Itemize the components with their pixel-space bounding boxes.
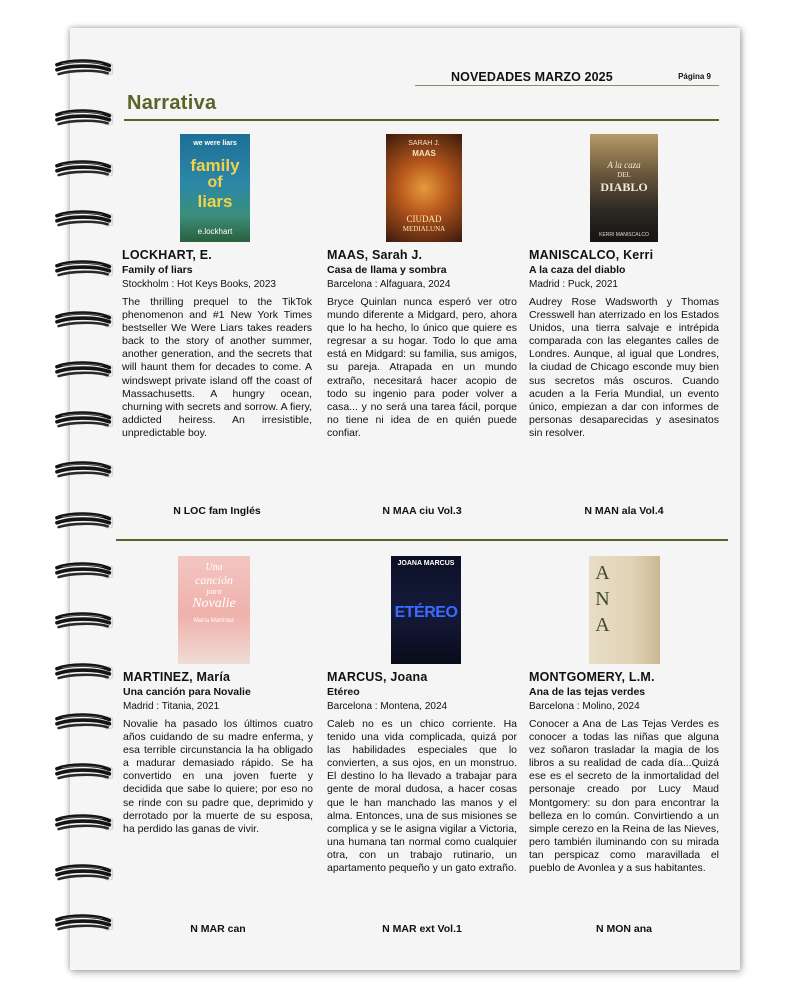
book-description: Novalie ha pasado los últimos cuatro años cuidando de su madre enferma, y esa terrible circunstancia la ha obligado a madurar demasiado rápido. Se ha convertido en una joven fuerte y decidida que sabe lo quiere; por eso no se rinde con su padre que, deprimido y derrotado por la muerte de su esposa, ha perdido las ganas de vivir.: [123, 718, 313, 835]
book-cover[interactable]: [391, 556, 461, 664]
cover-text: we were liars: [193, 140, 237, 147]
book-author: MONTGOMERY, L.M.: [529, 670, 655, 684]
book-publication: Barcelona : Montena, 2024: [327, 701, 448, 712]
binding-ring: [48, 913, 120, 935]
binding-ring: [48, 58, 120, 80]
book-author: MAAS, Sarah J.: [327, 248, 423, 262]
binding-ring: [48, 762, 120, 784]
binding-ring: [48, 259, 120, 281]
book-title: Etéreo: [327, 686, 360, 698]
book-description: Conocer a Ana de Las Tejas Verdes es conocer a todas las niñas que alguna vez soñaron trasladar la magia de los libros a su realidad de cada día...Quizá ese es el secreto de la inmortalidad del personaje creado por Lucy Maud Montgomery: su don para encontrar la belleza en lo común. Convirtiendo a un simple cerezo en la Reina de las Nieves, pero también iluminando con su mirada tan perspicaz como maravillada el pueblo de Avonlea y a sus habitantes.: [529, 718, 719, 875]
spiral-binding: [48, 58, 120, 958]
cover-text: KERRI MANISCALCO: [599, 232, 649, 238]
row-divider: [116, 539, 728, 541]
binding-ring: [48, 159, 120, 181]
book-publication: Barcelona : Molino, 2024: [529, 701, 640, 712]
book-author: LOCKHART, E.: [122, 248, 212, 262]
book-entry: [529, 134, 719, 534]
call-number: N MAR can: [190, 923, 246, 935]
binding-ring: [48, 511, 120, 533]
cover-text: MAAS: [412, 149, 436, 158]
cover-text: e.lockhart: [197, 227, 233, 236]
cover-text: CIUDAD: [406, 214, 442, 224]
book-cover[interactable]: [590, 134, 658, 242]
book-title: Family of liars: [122, 264, 193, 276]
page-header: [415, 70, 719, 86]
book-publication: Stockholm : Hot Keys Books, 2023: [122, 279, 276, 290]
binding-ring: [48, 108, 120, 130]
book-entry: [123, 556, 313, 946]
call-number: N MAN ala Vol.4: [584, 505, 664, 517]
cover-text: canción: [195, 573, 233, 587]
book-description: Audrey Rose Wadsworth y Thomas Cresswell han aterrizado en los Estados Unidos, una tierra salvaje e intrépida comparada con las elegantes calles de Londres. Aunque, al igual que Londres, la ciudad de Chicago esconde muy bien sus secretos más oscuros. Cuando acuden a la Feria Mundial, un evento único, empiezan a dar con informes de personas desaparecidas y asesinatos sin resolver.: [529, 296, 719, 439]
call-number: N MAR ext Vol.1: [382, 923, 462, 935]
book-cover[interactable]: [178, 556, 250, 664]
cover-text: para: [206, 587, 222, 596]
binding-ring: [48, 360, 120, 382]
cover-text: SARAH J.: [408, 140, 440, 147]
book-entry: [327, 134, 517, 534]
page-number: Página 9: [678, 72, 711, 81]
call-number: N MAA ciu Vol.3: [382, 505, 462, 517]
binding-ring: [48, 662, 120, 684]
header-title: NOVEDADES MARZO 2025: [451, 70, 613, 84]
book-entry: [122, 134, 312, 534]
cover-text: family: [190, 156, 240, 175]
book-description: Bryce Quinlan nunca esperó ver otro mundo diferente a Midgard, pero, ahora que lo ha hecho, lo único que quiere es regresar a su hogar. Todo lo que ama está en Midgard: su familia, sus amigos, su pareja. Atrapada en un mundo extraño, necesitará hacer acopio de todo su ingenio para poder volver a casa... y no será una tarea fácil, porque no tiene ni idea de en quién puede confiar.: [327, 296, 517, 439]
cover-text: A la caza: [607, 160, 641, 170]
book-title: Una canción para Novalie: [123, 686, 251, 698]
book-author: MARCUS, Joana: [327, 670, 428, 684]
section-title: Narrativa: [127, 92, 217, 114]
call-number: N LOC fam Inglés: [173, 505, 261, 517]
binding-ring: [48, 561, 120, 583]
cover-text: María Martínez: [193, 618, 235, 624]
book-description: Caleb no es un chico corriente. Ha tenido una vida complicada, quizá por las habilidades especiales que lo convierten, a sus ojos, en un monstruo. El destino lo ha llevado a trabajar para gente de moral dudosa, a hacer cosas que le han manchado las manos y el alma. Entonces, una de sus misiones se complica y se le asigna vigilar a Victoria, una humana tan normal como cualquier otra, con un trabajo rutinario, un apartamento pequeño y un gato extraño.: [327, 718, 517, 875]
cover-text: Una: [205, 562, 223, 573]
book-cover[interactable]: [589, 556, 660, 664]
binding-ring: [48, 611, 120, 633]
book-author: MARTINEZ, María: [123, 670, 231, 684]
book-entry: [327, 556, 517, 946]
binding-ring: [48, 813, 120, 835]
book-publication: Madrid : Titania, 2021: [123, 701, 220, 712]
book-description: The thrilling prequel to the TikTok phenomenon and #1 New York Times bestseller We Were Liars takes readers back to the story of another summer, another generation, and the secrets that will haunt them for decades to come. A windswept private island off the coast of Massachusetts. A hungry ocean, churning with secrets and sorrow. A fiery, addicted heiress. An irresistible, unpredictable boy.: [122, 296, 312, 439]
cover-text: N: [595, 588, 610, 610]
cover-text: A: [595, 614, 610, 636]
cover-text: Novalie: [192, 596, 236, 611]
binding-ring: [48, 460, 120, 482]
cover-text: ETÉREO: [394, 604, 458, 621]
binding-ring: [48, 310, 120, 332]
book-title: Ana de las tejas verdes: [529, 686, 646, 698]
book-title: A la caza del diablo: [529, 264, 626, 276]
book-cover[interactable]: [386, 134, 462, 242]
book-publication: Barcelona : Alfaguara, 2024: [327, 279, 451, 290]
book-cover[interactable]: [180, 134, 250, 242]
cover-text: MEDIALUNA: [402, 225, 446, 233]
binding-ring: [48, 209, 120, 231]
cover-text: JOANA MARCUS: [397, 560, 455, 567]
call-number: N MON ana: [595, 923, 652, 935]
section-rule: [124, 119, 719, 121]
cover-text: of: [207, 174, 223, 191]
book-author: MANISCALCO, Kerri: [529, 248, 654, 262]
cover-text: A: [595, 562, 610, 584]
binding-ring: [48, 863, 120, 885]
book-entry: [529, 556, 719, 946]
book-publication: Madrid : Puck, 2021: [529, 279, 618, 290]
binding-ring: [48, 712, 120, 734]
cover-text: DIABLO: [600, 180, 648, 194]
cover-text: DEL: [617, 171, 631, 179]
cover-text: liars: [197, 192, 233, 211]
book-title: Casa de llama y sombra: [327, 264, 447, 276]
binding-ring: [48, 410, 120, 432]
